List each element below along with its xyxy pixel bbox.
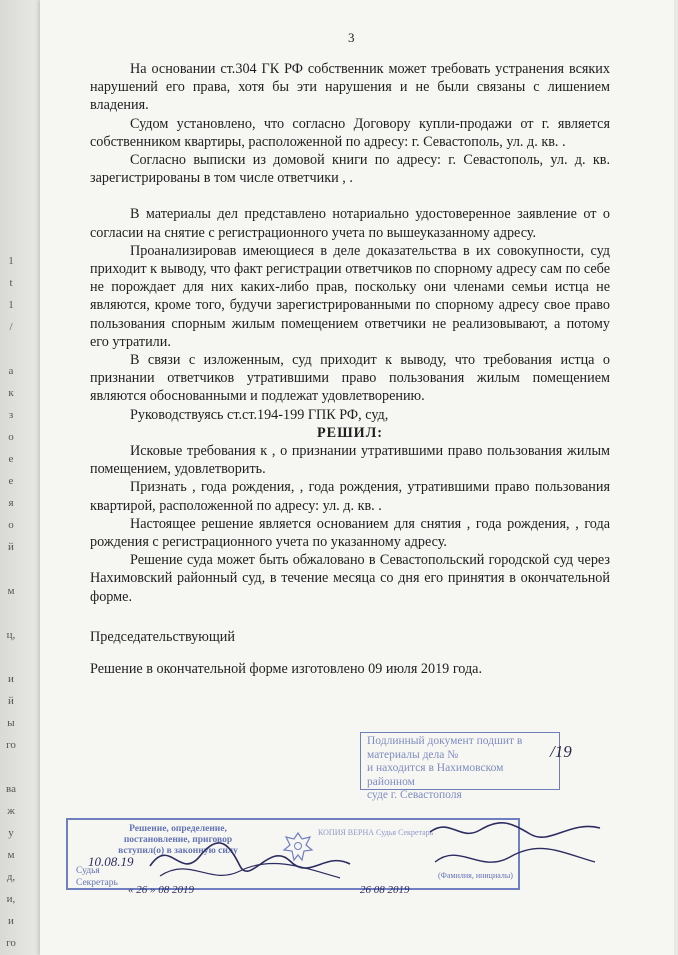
note-line-2: материалы дела № — [367, 748, 459, 761]
document-body — [90, 60, 610, 678]
edge-letter: д, — [6, 871, 16, 883]
stamp-title-line-1: Решение, определение, — [129, 824, 227, 834]
signature-secretary-icon — [420, 812, 610, 882]
edge-letter: t — [9, 277, 13, 289]
case-number-handwritten: /19 — [550, 742, 572, 761]
stamp-date-bottom: « 26 » 08 2019 — [128, 884, 194, 896]
stamp-copy-text: КОПИЯ ВЕРНА Судья Секретарь — [318, 828, 434, 837]
paragraph-6: В связи с изложенным, суд приходит к выводу, что требования истца о признании ответчиков утратившими право пользования жилым помещением являются обоснованными и подлежат удовлетворению. — [90, 352, 610, 405]
stamp-handwritten-date: 10.08.19 — [88, 854, 134, 869]
edge-letter — [2, 338, 20, 360]
edge-letter: м — [7, 585, 15, 597]
note-line-1: Подлинный документ подшит в — [367, 735, 523, 747]
edge-letter — [2, 602, 20, 624]
edge-letter: ы — [7, 717, 15, 729]
edge-letter: и — [8, 915, 14, 927]
paragraph-7: Руководствуясь ст.ст.194-199 ГПК РФ, суд, — [130, 406, 389, 423]
edge-letter: и, — [6, 893, 16, 905]
paragraph-1: На основании ст.304 ГК РФ собственник может требовать устранения всяких нарушений его права, хотя бы эти нарушения и не были связаны с лишением владения. — [90, 61, 610, 114]
decision-4: Решение суда может быть обжаловано в Севастопольский городской суд через Нахимовский районный суд, в течение месяца со дня его принятия в окончательной форме. — [90, 552, 610, 605]
stamp-date-right: 26 08 2019 — [360, 884, 410, 896]
edge-letter — [2, 558, 20, 580]
edge-letter: й — [8, 541, 14, 553]
edge-letter: 1 — [8, 299, 14, 311]
archive-note-stamp — [360, 732, 560, 801]
edge-letter: ц, — [6, 629, 16, 641]
edge-letter: ж — [7, 805, 15, 817]
edge-letter: й — [8, 695, 14, 707]
edge-letter: е — [8, 453, 14, 465]
edge-letter: з — [8, 409, 14, 421]
stamp-name-note: (Фамилия, инициалы) — [438, 871, 513, 880]
edge-letter: м — [7, 849, 15, 861]
note-line-4: суде г. Севастополя — [367, 789, 462, 801]
edge-letter — [2, 646, 20, 668]
edge-letter: а — [8, 365, 14, 377]
decision-heading: РЕШИЛ: — [316, 424, 384, 441]
edge-letter: я — [8, 497, 14, 509]
signature-judge-icon — [140, 826, 370, 890]
decision-1: Исковые требования к , о признании утратившими право пользования жилым помещением, удовлетворить. — [90, 443, 610, 478]
edge-letter: ва — [6, 783, 16, 795]
edge-letter: е — [8, 475, 14, 487]
stamp-title-line-3: вступил(о) в законную силу — [118, 846, 238, 856]
edge-letter: к — [8, 387, 14, 399]
paragraph-4: В материалы дел представлено нотариально удостоверенное заявление от о согласии на снятие с регистрационного учета по вышеуказанному адресу. — [90, 206, 610, 241]
paragraph-3: Согласно выписки из домовой книги по адресу: г. Севастополь, ул. д. кв. зарегистрированы в том числе ответчики , . — [90, 152, 610, 187]
stamp-secretary-label: Секретарь — [76, 878, 118, 888]
decision-3: Настоящее решение является основанием для снятия , года рождения, , года рождения с регистрационного учета по указанному адресу. — [90, 515, 610, 551]
stamp-judge-label: Судья — [76, 866, 100, 876]
edge-letter: о — [8, 431, 14, 443]
edge-letter: и — [8, 673, 14, 685]
chair-label: Председательствующий — [90, 628, 235, 645]
edge-letter: у — [8, 827, 14, 839]
decision-2: Признать , года рождения, , года рождения, утратившими право пользования квартирой, расположенной по адресу: ул. д. кв. . — [90, 479, 610, 514]
edge-letter: о — [8, 519, 14, 531]
left-edge-letters — [2, 250, 20, 954]
edge-letter: / — [9, 321, 13, 333]
stamp-title-line-2: постановление, приговор — [123, 835, 233, 845]
paragraph-2: Судом установлено, что согласно Договору купли-продажи от г. является собственником квартиры, расположенной по адресу: г. Севастополь, ул. д. кв. . — [90, 115, 610, 150]
paragraph-5: Проанализировав имеющиеся в деле доказательства в их совокупности, суд приходит к выводу, что факт регистрации ответчиков по спорному адресу сам по себе не порождает для них каких-либо прав, поскольку они членами семьи истца не являются, кроме того, будучи зарегистрированными по спорному адресу свое право пользования спорным жилым помещением ответчики не реализовывают, а потому его утратили. — [90, 242, 610, 350]
edge-letter: 1 — [8, 255, 14, 267]
edge-letter: го — [6, 937, 16, 949]
final-line: Решение в окончательной форме изготовлено 09 июля 2019 года. — [90, 661, 483, 678]
note-line-3: и находится в Нахимовском районном — [367, 762, 504, 788]
document-page — [40, 0, 674, 955]
edge-letter — [2, 756, 20, 778]
page-number: 3 — [348, 30, 355, 45]
edge-letter: го — [6, 739, 16, 751]
